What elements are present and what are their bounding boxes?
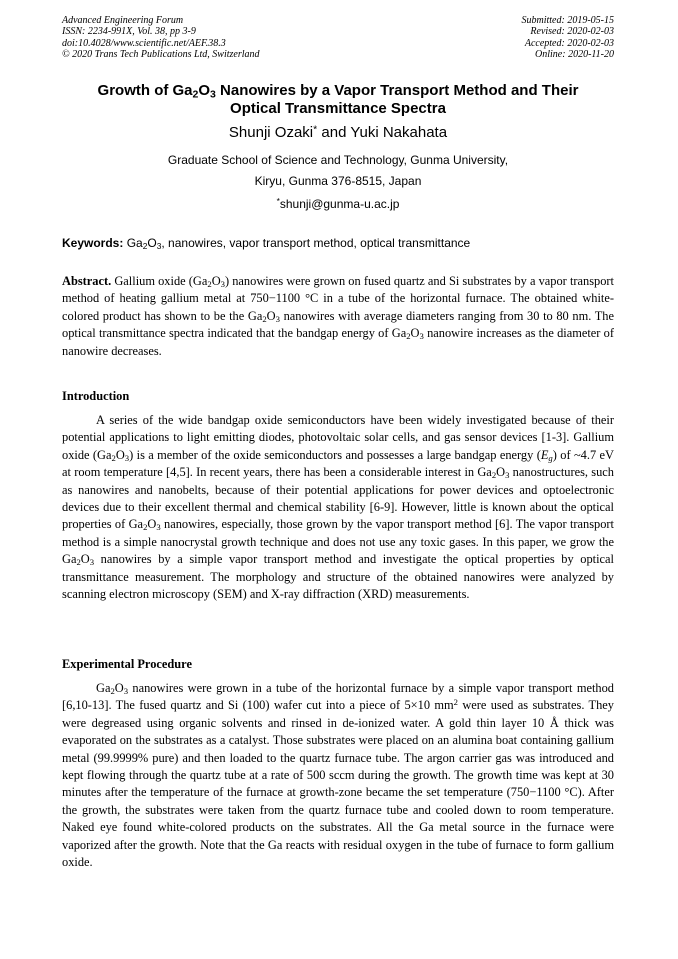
paper-title: Growth of $Ga_2O_3$ Nanowires by a Vapor Transport Method and Their Optical Transmittance Spectra (97, 82, 579, 117)
keywords-label: Keywords: (62, 236, 124, 250)
introduction-body: A series of the wide bandgap oxide semiconductors have been widely investigated because of their potential applications to light emitting diodes, photovoltaic solar cells, and gas sensor devices [1-3]. Gallium oxide $(Ga_2O_3)$ is a member of the oxide semiconductors and possesses a large bandgap energy $(E_g)$ of ~4.7 eV at room temperature [4,5]. In recent years, there has been a considerable interest in $Ga_2O_3$ nanostructures, such as nanowires and nanobelts, because of their potential applications for power devices and optoelectronic devices due to their excellent thermal and chemical stability [6-9]. However, little is known about the optical properties of $Ga_2O_3$ nanowires, especially, those grown by the vapor transport method [6]. The vapor transport method is a simple nanocrystal growth technique and does not use any toxic gases. In this paper, we grow the $Ga_2O_3$ nanowires by a simple vapor transport method and investigate the optical properties by optical transmittance measurement. The morphology and structure of the obtained nanowires were analyzed by scanning electron microscopy (SEM) and X-ray diffraction (XRD) measurements. (62, 413, 614, 602)
abstract-label: Abstract. (62, 274, 112, 288)
introduction-heading: Introduction (62, 389, 130, 403)
submitted-date: Submitted: 2019-05-15 (521, 15, 614, 26)
email: *shunji@gunma-u.ac.jp (276, 196, 400, 211)
issn-line: ISSN: 2234-991X, Vol. 38, pp 3-9 (62, 26, 196, 38)
online-date: Online: 2020-11-20 (535, 48, 614, 60)
corresponding-mark: * (313, 123, 318, 136)
copyright-line: © 2020 Trans Tech Publications Ltd, Switzerland (62, 48, 260, 60)
revised-date: Revised: 2020-02-03 (530, 26, 614, 38)
author-2: and Yuki Nakahata (317, 124, 448, 141)
abstract: Abstract. Gallium oxide $(Ga_2O_3)$ nanowires were grown on fused quartz and Si substrates by a vapor transport method of heating gallium metal at 750−1100 °C in a tube of the horizontal furnace. The obtained white-colored product has shown to be the $Ga_2O_3$ nanowires with average diameters ranging from 30 to 80 nm. The optical transmittance spectra indicated that the bandgap energy of $Ga_2O_3$ nanowire increases as the diameter of nanowire decreases. (62, 274, 615, 358)
experimental-heading: Experimental Procedure (62, 657, 192, 671)
journal-info (62, 15, 260, 60)
dates-info (522, 15, 615, 60)
authors (62, 124, 614, 142)
journal-name: Advanced Engineering Forum (62, 15, 184, 26)
experimental-body: $Ga_2O_3$ nanowires were grown in a tube of the horizontal furnace by a simple vapor transport method [6,10-13]. The fused quartz and Si (100) wafer cut into a piece of 5×10 $mm^2$ were used as substrates. They were degreased using organic solvents and rinsed in de-ionized water. A gold thin layer 10 Å thick was evaporated on the substrates as a catalyst. Those substrates were placed on an alumina boat containing gallium metal (99.9999% pure) and then loaded to the quartz furnace tube. The argon carrier gas was introduced and kept flowing through the quartz tube at a rate of 500 sccm during the growth. The growth time was kept at 30 minutes after the temperature of the furnace at growth-zone became the set temperature (750−1100 °C). After the growth, the substrates were taken from the quartz furnace tube and cooled down to room temperature. Naked eye found white-colored products on the substrates. All the Ga metal source in the furnace were vaporized after the growth. Note that the Ga reacts with residual oxygen in the tube of furnace to form gallium oxide. (62, 681, 614, 870)
accepted-date: Accepted: 2020-02-03 (524, 37, 614, 49)
affiliation: Graduate School of Science and Technology, Gunma University, Kiryu, Gunma 376-8515, Japan (167, 153, 509, 188)
author-1: Shunji Ozaki (228, 124, 314, 141)
email-link[interactable]: shunji@gunma-u.ac.jp (279, 197, 400, 211)
doi-line: doi:10.4028/www.scientific.net/AEF.38.3 (62, 37, 226, 49)
keywords: Keywords: $Ga_2O_3$, nanowires, vapor transport method, optical transmittance (62, 236, 471, 252)
